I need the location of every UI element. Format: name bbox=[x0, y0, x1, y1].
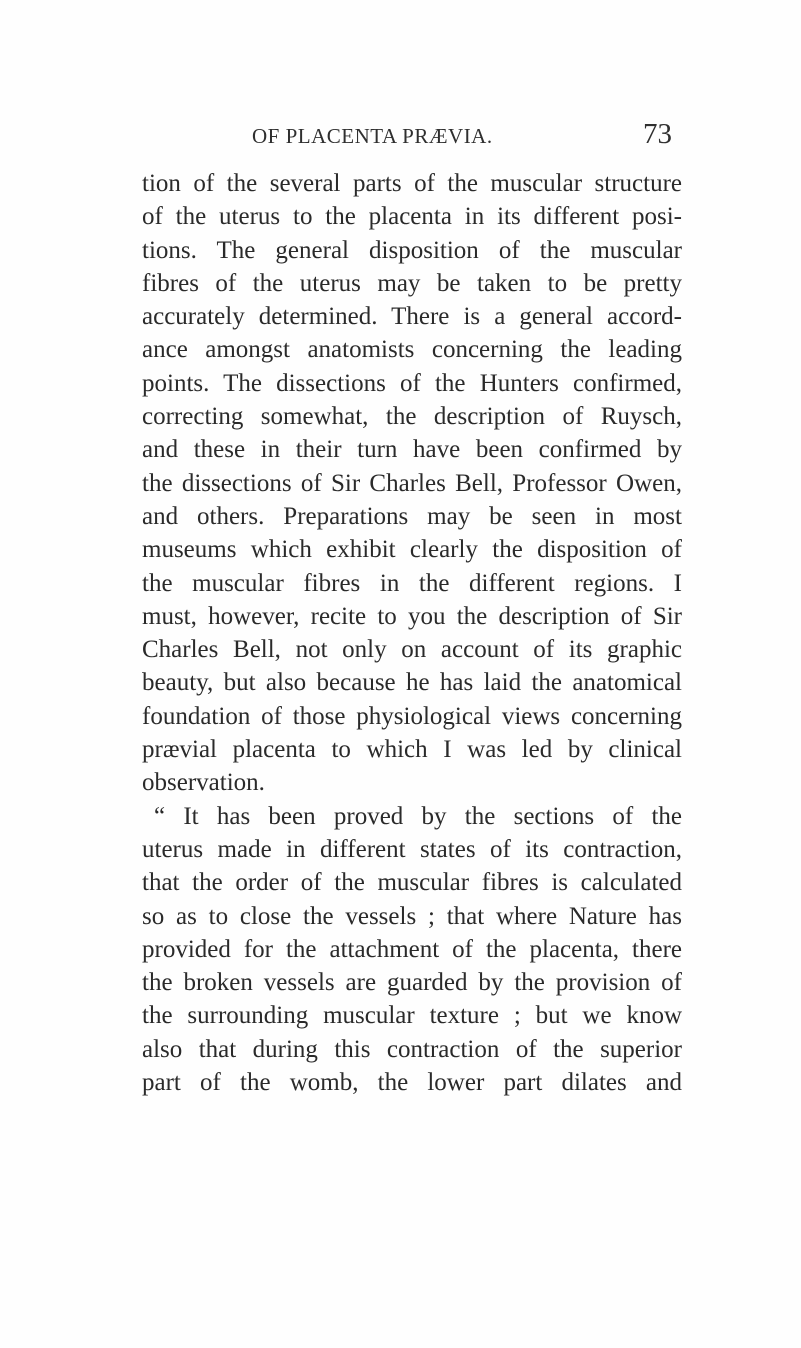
text-line: also that during this contraction of the superior bbox=[142, 1035, 682, 1063]
text-line: that the order of the muscular fibres is calculated bbox=[142, 869, 682, 897]
text-line: the broken vessels are guarded by the provision of bbox=[142, 969, 682, 997]
text-line: the muscular fibres in the different regions. I bbox=[142, 569, 682, 597]
text-line: and others. Preparations may be seen in most bbox=[142, 502, 682, 530]
text-line: so as to close the vessels ; that where Nature has bbox=[142, 902, 682, 930]
text-line: the surrounding muscular texture ; but we know bbox=[142, 1002, 682, 1030]
text-line: uterus made in different states of its contraction, bbox=[142, 835, 682, 863]
text-line: of the uterus to the placenta in its different posi- bbox=[142, 203, 682, 231]
text-line: tion of the several parts of the muscular structure bbox=[142, 170, 682, 197]
text-line: Charles Bell, not only on account of its graphic bbox=[142, 636, 682, 664]
text-line: provided for the attachment of the placenta, there bbox=[142, 935, 682, 963]
text-line: museums which exhibit clearly the disposition of bbox=[142, 536, 682, 564]
text-line: points. The dissections of the Hunters confirmed, bbox=[142, 369, 682, 397]
text-line: part of the womb, the lower part dilates and bbox=[142, 1069, 682, 1097]
text-line: fibres of the uterus may be taken to be pretty bbox=[142, 269, 682, 297]
text-line: foundation of those physiological views concerning bbox=[142, 702, 682, 730]
text-line: tions. The general disposition of the muscular bbox=[142, 236, 682, 264]
text-line: accurately determined. There is a general accord- bbox=[142, 303, 682, 331]
text-line: “ It has been proved by the sections of the bbox=[154, 802, 682, 830]
page-number: 73 bbox=[643, 118, 672, 150]
text-line: beauty, but also because he has laid the anatomical bbox=[142, 669, 682, 697]
body-text bbox=[142, 167, 682, 1099]
text-line: observation. bbox=[142, 769, 265, 797]
text-line: ance amongst anatomists concerning the leading bbox=[142, 336, 682, 364]
running-header bbox=[252, 118, 672, 152]
text-line: correcting somewhat, the description of Ruysch, bbox=[142, 403, 682, 431]
text-line: prævial placenta to which I was led by clinical bbox=[142, 736, 682, 764]
text-line: must, however, recite to you the description of Sir bbox=[142, 602, 682, 630]
text-line: the dissections of Sir Charles Bell, Professor Owen, bbox=[142, 469, 682, 497]
running-title: OF PLACENTA PRÆVIA. bbox=[252, 124, 493, 148]
text-line: and these in their turn have been confirmed by bbox=[142, 436, 682, 464]
